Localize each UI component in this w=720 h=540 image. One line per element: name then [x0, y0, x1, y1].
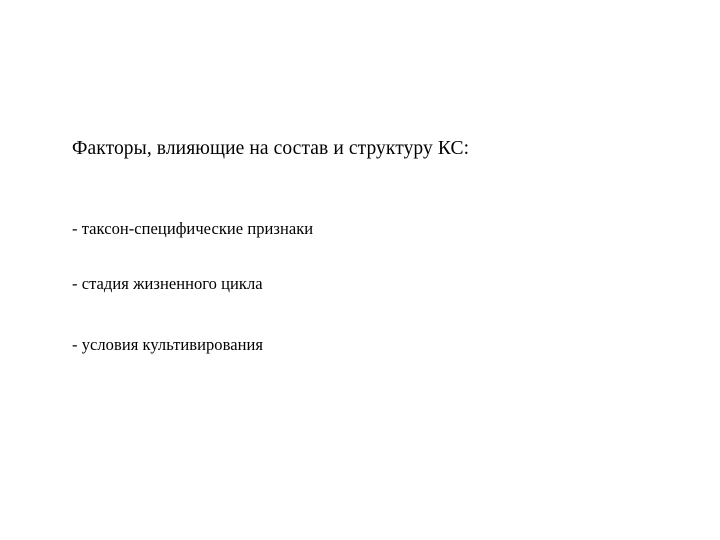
- page-title: Факторы, влияющие на состав и структуру КС:: [72, 138, 470, 159]
- list-item: - таксон-специфические признаки: [72, 219, 314, 238]
- bullet-list: [72, 218, 632, 356]
- list-item: - условия культивирования: [72, 335, 264, 354]
- list-item: - стадия жизненного цикла: [72, 274, 263, 293]
